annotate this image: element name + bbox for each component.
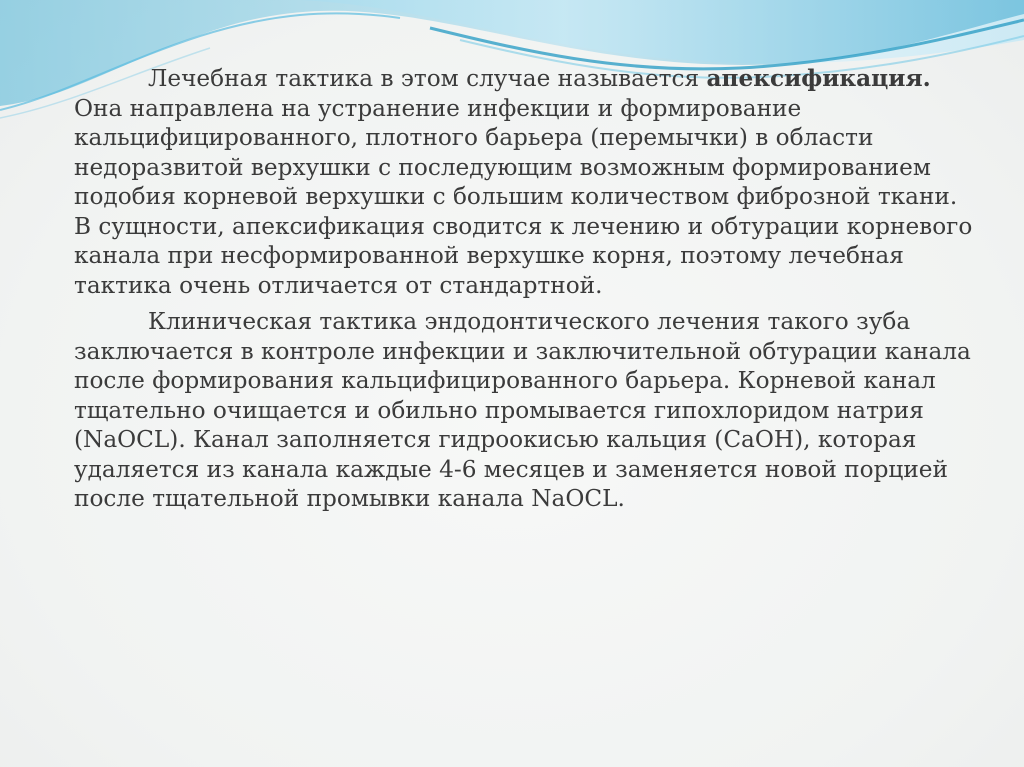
paragraph-1-intro: Лечебная тактика в этом случае называется [148, 65, 707, 92]
paragraph-apexification [74, 64, 974, 300]
paragraph-1-body: Она направлена на устранение инфекции и формирование кальцифицированного, плотного барьера (перемычки) в области недоразвитой верхушки с последующим возможным формированием подобия корневой верхушки с большим количеством фиброзной ткани. В сущности, апексификация сводится к лечению и обтурации корневого канала при несформированной верхушке корня, поэтому лечебная тактика очень отличается от стандартной. [74, 94, 973, 299]
paragraph-clinical-tactics: Клиническая тактика эндодонтического лечения такого зуба заключается в контроле инфекции и заключительной обтурации канала после формирования кальцифицированного барьера. Корневой канал тщательно очищается и обильно промывается гипохлоридом натрия (NaOCL). Канал заполняется гидроокисью кальция (CaOH), которая удаляется из канала каждые 4-6 месяцев и заменяется новой порцией после тщательной промывки канала NaOCL. [74, 308, 971, 512]
slide-text [74, 64, 974, 521]
term-apexification: апексификация. [706, 65, 931, 92]
